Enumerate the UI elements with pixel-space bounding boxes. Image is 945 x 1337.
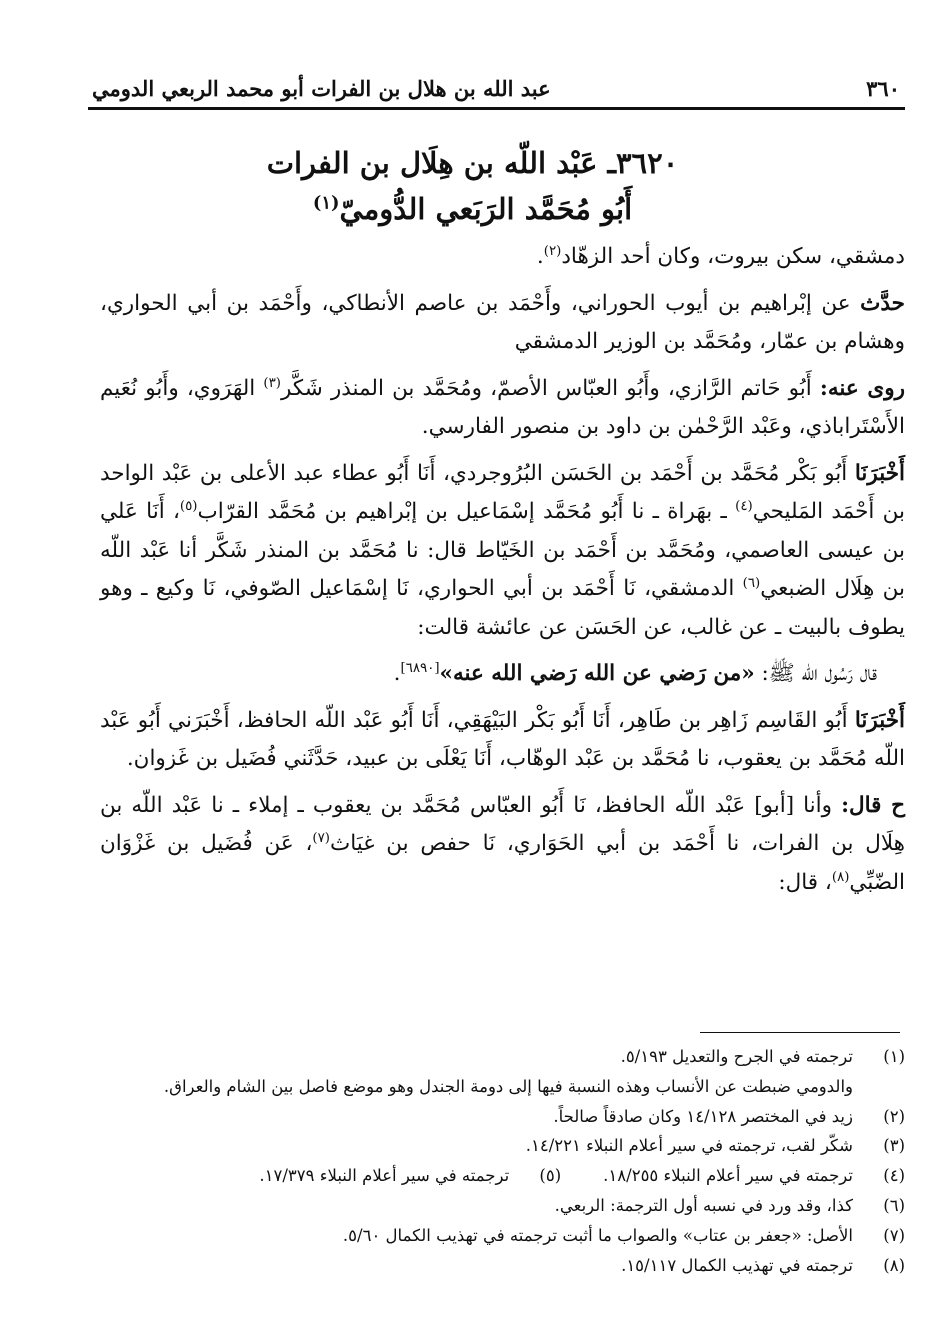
footnote-ref: (٣) [263,375,281,391]
paragraph-lead: أَخْبَرَنَا [854,460,905,486]
footnote-ref: (٢) [543,243,562,259]
paragraph-isnad-2: أَخْبَرَنَا أَبُو القَاسِم زَاهِر بن طَاهِر، أَنَا أَبُو بَكْر البَيْهَقِي، أَنَا أَبُو عَبْد اللّه الحافظ، أَخْبَرَني أَبُو عَبْد اللّه مُحَمَّد بن يعقوب، نا مُحَمَّد بن عَبْد الوهّاب، أَنَا يَعْلَى بن عبيد، حَدَّثَني فُضَيل بن غَزوان. [100,707,905,771]
paragraph-lead: أَخْبَرَنَا [854,707,905,733]
footnote-7: (٧) الأصل: «جعفر بن عتاب» والصواب ما أثبت ترجمته في تهذيب الكمال ٥/٦٠. [342,1225,905,1245]
main-text [100,238,905,910]
paragraph-isnad-1: أَخْبَرَنَا أَبُو بَكْر مُحَمَّد بن أَحْمَد بن الحَسَن البُرُوجردي، أَنَا أَبُو عطاء عبد الأعلى بن عَبْد الواحد بن أَحْمَد المَليحي$^{(٤)}$ ـ بهَراة ـ نا أَبُو مُحَمَّد إسْمَاعيل بن إبْراهيم بن مُحَمَّد القرّاب$^{(٥)}$، أَنَا عَلي بن عيسى العاصمي، ومُحَمَّد بن أَحْمَد بن الخَيّاط قال: نا مُحَمَّد بن المنذر شَكَّر أنا عَبْد اللّه بن هِلَال الضبعي$^{(٦)}$ الدمشقي، نَا أَحْمَد بن أبي الحواري، نَا إسْمَاعيل الصّوفي، نَا وكيع ـ وهو يطوف بالبيت ـ عن غالب، عن الحَسَن عن عائشة قالت: [100,460,905,640]
paragraph-lead: حدَّث [860,290,905,316]
footnote-rule [700,1032,900,1033]
footnote-ref: (٨) [831,869,850,885]
footnote-6: (٦) كذا، وقد ورد في نسبه أول الترجمة: الربعي. [554,1195,905,1215]
running-header [92,72,900,104]
footnote-1: (١) ترجمته في الجرح والتعديل ٥/١٩٣. [620,1047,905,1066]
page-number: ٣٦٠ [866,75,900,101]
entry-title-line2: أَبُو مُحَمَّد الرَبَعي الدُّوميّ$^{(١)}$ [312,192,633,226]
footnote-1-continuation: والدومي ضبطت عن الأنساب وهذه النسبة فيها إلى دومة الجندل وهو موضع فاصل بين الشام والعراق. [163,1076,853,1096]
hadith-text: «من رَضي عن الله رَضي الله عنه» [439,661,755,686]
footnote-ref: (٧) [312,830,330,846]
footnotes [140,1042,905,1280]
footnote-ref: (٥) [179,498,198,514]
header-rule [88,107,905,110]
footnote-2: (٢) زيد في المختصر ١٤/١٢٨ وكان صادقاً صالحاً. [553,1106,905,1126]
entry-title-line1: ٣٦٢٠ـ عَبْد اللّه بن هِلَال بن الفرات [266,146,679,180]
paragraph-description: دمشقي، سكن بيروت، وكان أحد الزهّاد$^{(٢)}$. [536,243,905,269]
running-title: عبد الله بن هلال بن الفرات أبو محمد الربعي الدومي [92,75,551,101]
paragraph-narrators: روى عنه: أَبُو حَاتم الرَّازي، وأَبُو العبّاس الأصمّ، ومُحَمَّد بن المنذر شَكَّر$^{(٣)}$ الهَرَوي، وأَبُو نُعَيم الأَسْتَراباذي، وعَبْد الرَّحْمٰن بن داود بن منصور الفارسي. [100,375,906,439]
paragraph-hadith: قال رَسُول اللّه ﷺ: «من رَضي عن الله رَضي الله عنه»[٦٨٩٠]. [393,660,877,686]
paragraph-hadath: حدَّث عن إبْراهيم بن أيوب الحوراني، وأَحْمَد بن عاصم الأنطاكي، وأَحْمَد بن أبي الحواري، وهشام بن عمّار، ومُحَمَّد بن الوزير الدمشقي [100,290,905,354]
footnote-ref: (١) [312,192,340,214]
footnote-ref: (٤) [735,498,753,514]
footnote-4-5: (٤) ترجمته في سير أعلام النبلاء ١٨/٢٥٥. (٥) ترجمته في سير أعلام النبلاء ١٧/٣٧٩. [259,1166,905,1186]
paragraph-isnad-3: ح قال: وأنا [أبو] عَبْد اللّه الحافظ، نَا أَبُو العبّاس مُحَمَّد بن يعقوب ـ إملاء ـ نا عَبْد اللّه بن هِلَال بن الفرات، نا أَحْمَد بن أبي الحَوَاري، نَا حفص بن غيَاث$^{(٧)}$، عَن فُضَيل بن غَزْوَان الضّبِّي$^{(٨)}$، قال: [100,792,906,895]
footnote-8: (٨) ترجمته في تهذيب الكمال ١٥/١١٧. [621,1255,905,1275]
paragraph-lead: روى عنه: [819,375,906,401]
paragraph-lead: ح قال: [841,792,906,818]
entry-title [60,140,885,232]
hadith-number: [٦٨٩٠] [400,660,440,676]
footnote-3: (٣) شكّر لقب، ترجمته في سير أعلام النبلاء ١٤/٢٢١. [525,1136,905,1156]
footnote-ref: (٦) [742,575,761,591]
